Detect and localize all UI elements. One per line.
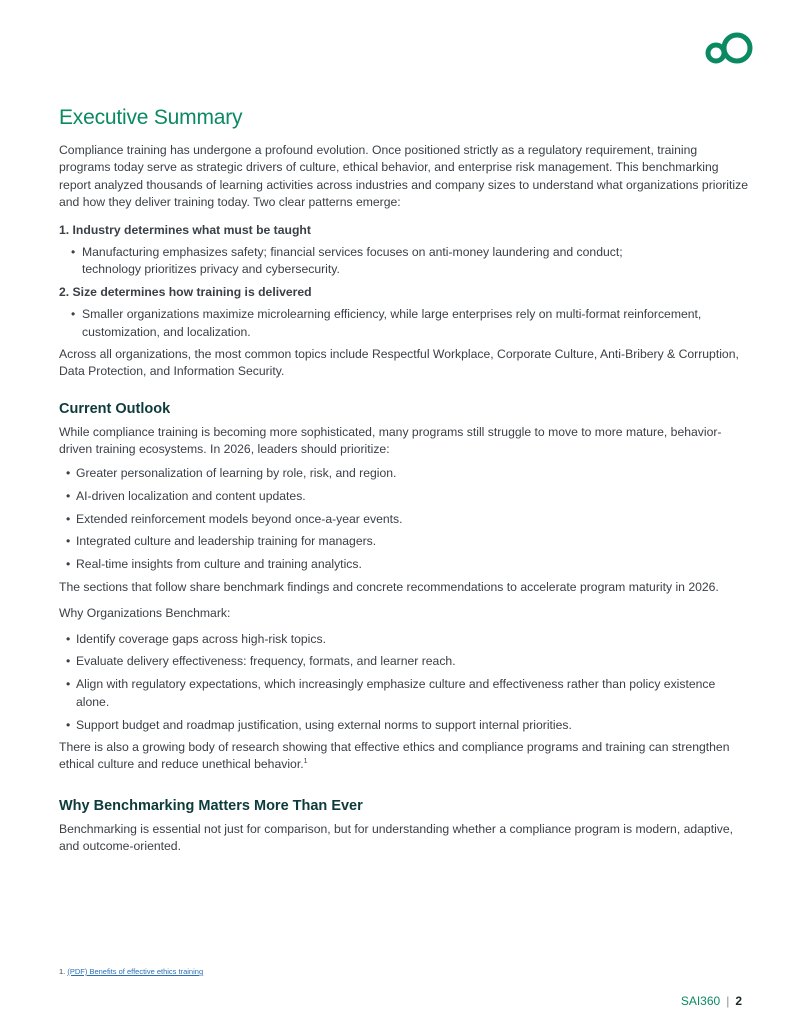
- list-item: • Greater personalization of learning by role, risk, and region.: [76, 465, 749, 482]
- bullet-dot: •: [71, 307, 76, 322]
- benchmarking-heading: Why Benchmarking Matters More Than Ever: [59, 797, 363, 814]
- footer-brand: SAI360: [680, 994, 721, 1008]
- outlook-close-paragraph: The sections that follow share benchmark findings and concrete recommendations to accelerate program maturity in 2026.: [59, 579, 719, 594]
- bullet-dot: •: [66, 465, 71, 480]
- pattern-2-bullet-line-2: customization, and localization.: [82, 324, 251, 339]
- footnote-link[interactable]: (PDF) Benefits of effective ethics training: [67, 967, 204, 976]
- bullet-dot: •: [66, 677, 71, 692]
- list-item: • Identify coverage gaps across high-risk topics.: [76, 631, 749, 648]
- pattern-1-bullet-line-1: Manufacturing emphasizes safety; financial services focuses on anti-money laundering and conduct;: [82, 245, 623, 260]
- page-number: 2: [735, 994, 742, 1008]
- bullet-dot: •: [66, 631, 71, 646]
- list-item: • AI-driven localization and content updates.: [76, 488, 749, 505]
- footnote-number: 1.: [59, 967, 66, 976]
- page-title: Executive Summary: [59, 106, 243, 129]
- current-outlook-heading: Current Outlook: [59, 400, 171, 417]
- bullet-dot: •: [66, 654, 71, 669]
- list-item: • Extended reinforcement models beyond once-a-year events.: [76, 511, 749, 528]
- list-item: • Align with regulatory expectations, which increasingly emphasize culture and effectiveness rather than policy existence alone.: [66, 677, 716, 709]
- summary-close-paragraph: Across all organizations, the most common topics include Respectful Workplace, Corporate Culture, Anti-Bribery & Corruption, Data Protection, and Information Security.: [59, 347, 739, 379]
- list-item: • Support budget and roadmap justification, using external norms to support internal priorities.: [76, 717, 749, 734]
- bullet-dot: •: [66, 534, 71, 549]
- page-footer: [681, 994, 742, 1008]
- why-benchmark-list: [59, 631, 749, 735]
- footnote: [59, 967, 203, 976]
- outlook-intro-paragraph: While compliance training is becoming more sophisticated, many programs still struggle to move to more mature, behavior-driven training ecosystems. In 2026, leaders should prioritize:: [59, 424, 722, 457]
- bullet-dot: •: [71, 245, 76, 260]
- list-item: • Real-time insights from culture and training analytics.: [76, 556, 749, 573]
- page-content: [59, 104, 749, 856]
- bullet-dot: •: [66, 511, 71, 526]
- pattern-2-bullet: [59, 306, 749, 341]
- bullet-dot: •: [66, 717, 71, 732]
- pattern-2-heading: 2. Size determines how training is delivered: [59, 284, 312, 299]
- research-paragraph: There is also a growing body of research showing that effective ethics and compliance programs and training can strengthen ethical culture and reduce unethical behavior.$^1$: [59, 740, 730, 772]
- pattern-1-bullet-line-2: technology prioritizes privacy and cybersecurity.: [82, 262, 340, 277]
- pattern-1-bullet: [59, 244, 749, 279]
- list-item: • Evaluate delivery effectiveness: frequency, formats, and learner reach.: [76, 653, 749, 670]
- list-item: • Integrated culture and leadership training for managers.: [76, 533, 749, 550]
- pattern-1-heading: 1. Industry determines what must be taught: [59, 222, 311, 237]
- footnote-reference: 1: [303, 758, 308, 766]
- benchmarking-paragraph: Benchmarking is essential not just for comparison, but for understanding whether a compliance program is modern, adaptive, and outcome-oriented.: [59, 821, 734, 854]
- sai360-logo-icon: [704, 32, 754, 66]
- footer-separator: |: [726, 994, 730, 1008]
- outlook-priority-list: [59, 465, 749, 574]
- bullet-dot: •: [66, 488, 71, 503]
- pattern-2-bullet-line-1: Smaller organizations maximize microlearning efficiency, while large enterprises rely on multi-format reinforcement,: [82, 307, 702, 322]
- intro-paragraph: Compliance training has undergone a profound evolution. Once positioned strictly as a regulatory requirement, training programs today serve as strategic drivers of culture, ethical behavior, and enterprise risk management. This benchmarking report analyzed thousands of learning activities across industries and company sizes to understand what organizations prioritize and how they deliver training today. Two clear patterns emerge:: [59, 143, 748, 210]
- why-benchmark-label: Why Organizations Benchmark:: [59, 606, 231, 621]
- bullet-dot: •: [66, 557, 71, 572]
